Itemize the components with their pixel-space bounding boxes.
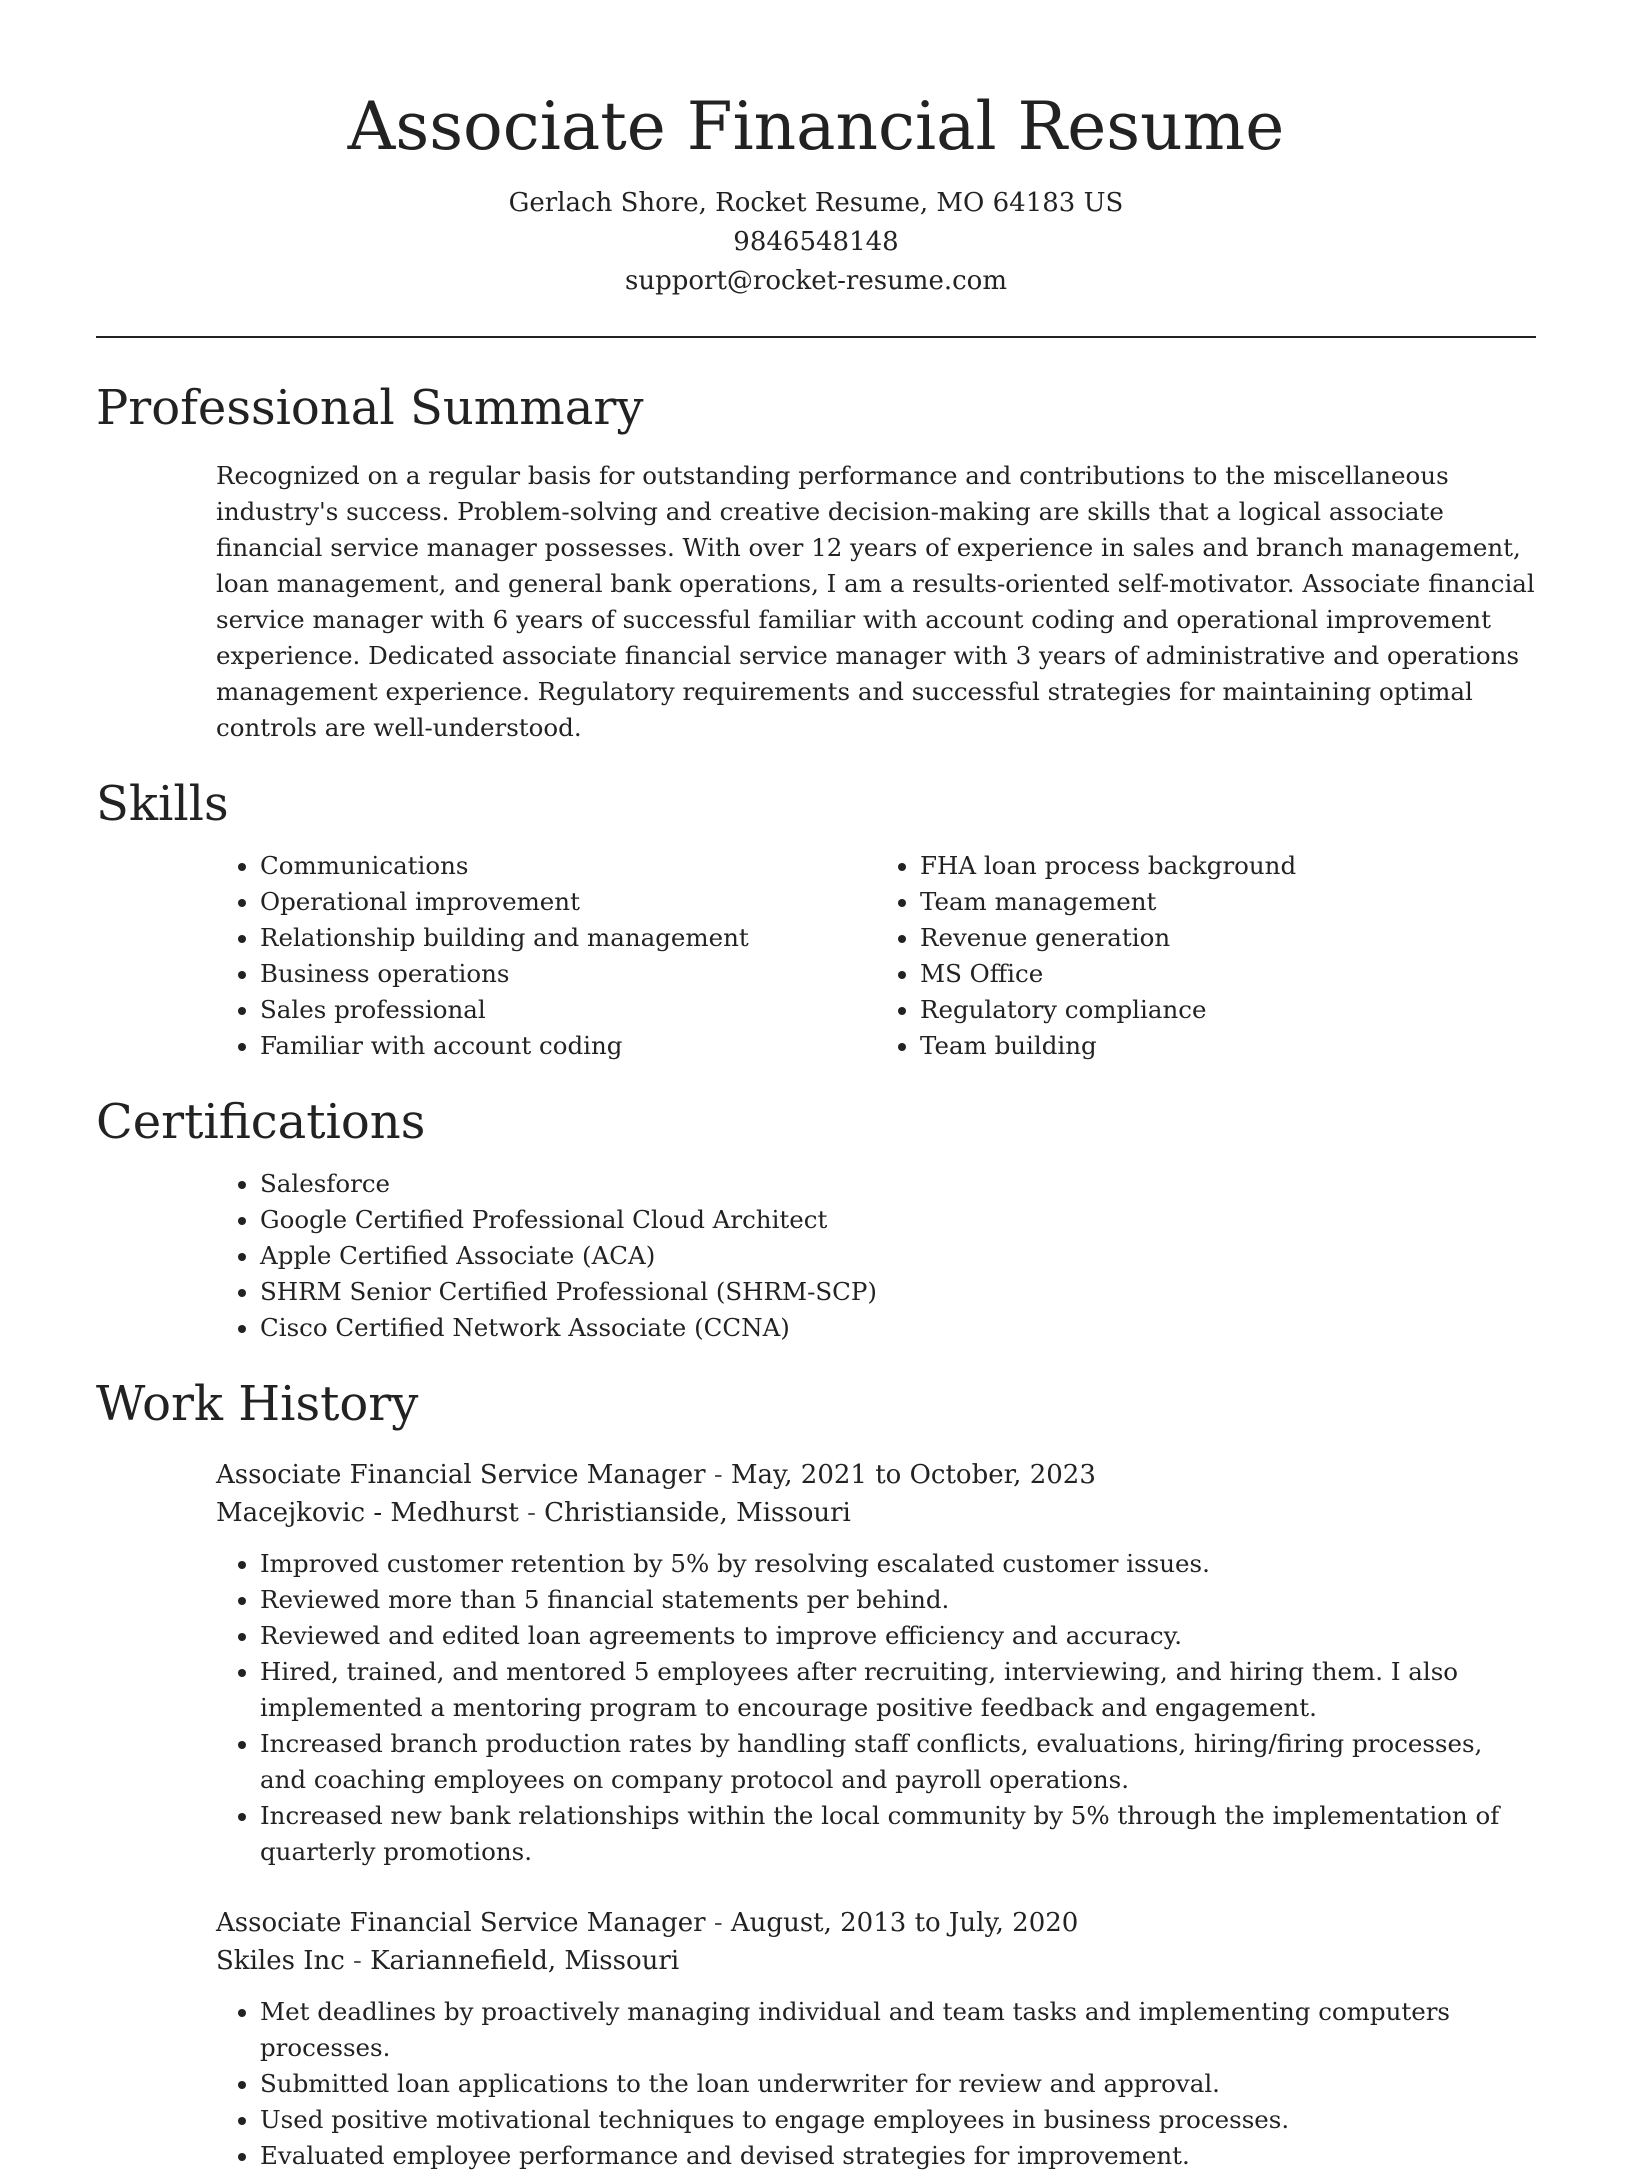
job-company: Macejkovic - Medhurst bbox=[216, 1498, 519, 1528]
job-company: Skiles Inc bbox=[216, 1946, 345, 1976]
skill-item: • Business operations bbox=[260, 956, 876, 992]
contact-address: Gerlach Shore, Rocket Resume, MO 64183 US bbox=[508, 188, 1124, 218]
contact-info bbox=[0, 184, 1632, 301]
job-bullet: • Reviewed more than 5 financial statements per behind. bbox=[260, 1582, 1536, 1618]
certification-item: • Apple Certified Associate (ACA) bbox=[260, 1238, 1536, 1274]
job-bullet: • Increased new bank relationships within the local community by 5% through the implementation of quarterly promotions. bbox=[260, 1798, 1536, 1870]
job-location: Christianside, Missouri bbox=[544, 1498, 851, 1528]
header-divider bbox=[96, 336, 1536, 338]
skills-column-left bbox=[216, 848, 876, 1064]
skill-item: • Team building bbox=[920, 1028, 1536, 1064]
job-entry bbox=[0, 1904, 1632, 2174]
certifications-heading: Certifications bbox=[96, 1094, 426, 1150]
certifications-list bbox=[216, 1166, 1536, 1346]
job-dates: May, 2021 to October, 2023 bbox=[730, 1460, 1096, 1490]
job-company-line: Macejkovic - Medhurst - Christianside, Missouri bbox=[216, 1498, 851, 1528]
job-title-line: Associate Financial Service Manager - August, 2013 to July, 2020 bbox=[216, 1908, 1079, 1938]
job-bullet: • Submitted loan applications to the loan underwriter for review and approval. bbox=[260, 2066, 1536, 2102]
skill-item: • Familiar with account coding bbox=[260, 1028, 876, 1064]
job-company-line: Skiles Inc - Kariannefield, Missouri bbox=[216, 1946, 680, 1976]
summary-text: Recognized on a regular basis for outstanding performance and contributions to the miscellaneous industry's success. Problem-solving and creative decision-making are skills that a logical associate financial service manager possesses. With over 12 years of experience in sales and branch management, loan management, and general bank operations, I am a results-oriented self-motivator. Associate financial service manager with 6 years of successful familiar with account coding and operational improvement experience. Dedicated associate financial service manager with 3 years of administrative and operations management experience. Regulatory requirements and successful strategies for maintaining optimal controls are well-understood. bbox=[216, 461, 1535, 742]
certification-item: • SHRM Senior Certified Professional (SHRM-SCP) bbox=[260, 1274, 1536, 1310]
summary-heading: Professional Summary bbox=[96, 380, 644, 436]
skill-item: • Revenue generation bbox=[920, 920, 1536, 956]
job-bullet: • Met deadlines by proactively managing individual and team tasks and implementing computers processes. bbox=[260, 1994, 1536, 2066]
skill-item: • Regulatory compliance bbox=[920, 992, 1536, 1028]
job-bullet: • Used positive motivational techniques to engage employees in business processes. bbox=[260, 2102, 1536, 2138]
skill-item: • Sales professional bbox=[260, 992, 876, 1028]
skills-list bbox=[216, 848, 1536, 1064]
skill-item: • Relationship building and management bbox=[260, 920, 876, 956]
resume-title: Associate Financial Resume bbox=[347, 88, 1285, 165]
certification-item: • Salesforce bbox=[260, 1166, 1536, 1202]
skill-item: • MS Office bbox=[920, 956, 1536, 992]
job-bullets bbox=[216, 1546, 1536, 1870]
skills-heading: Skills bbox=[96, 776, 229, 832]
job-title: Associate Financial Service Manager bbox=[216, 1908, 706, 1938]
job-bullet: • Hired, trained, and mentored 5 employees after recruiting, interviewing, and hiring them. I also implemented a mentoring program to encourage positive feedback and engagement. bbox=[260, 1654, 1536, 1726]
job-title: Associate Financial Service Manager bbox=[216, 1460, 706, 1490]
skill-item: • FHA loan process background bbox=[920, 848, 1536, 884]
skills-column-right bbox=[876, 848, 1536, 1064]
certification-item: • Google Certified Professional Cloud Architect bbox=[260, 1202, 1536, 1238]
job-bullet: • Increased branch production rates by handling staff conflicts, evaluations, hiring/firing processes, and coaching employees on company protocol and payroll operations. bbox=[260, 1726, 1536, 1798]
job-bullet: • Evaluated employee performance and devised strategies for improvement. bbox=[260, 2138, 1536, 2174]
job-bullet: • Reviewed and edited loan agreements to improve efficiency and accuracy. bbox=[260, 1618, 1536, 1654]
contact-phone: 9846548148 bbox=[733, 227, 899, 257]
certification-item: • Cisco Certified Network Associate (CCNA) bbox=[260, 1310, 1536, 1346]
work-history-heading: Work History bbox=[96, 1376, 419, 1432]
job-bullet: • Improved customer retention by 5% by resolving escalated customer issues. bbox=[260, 1546, 1536, 1582]
job-location: Kariannefield, Missouri bbox=[370, 1946, 680, 1976]
skill-item: • Team management bbox=[920, 884, 1536, 920]
contact-email: support@rocket-resume.com bbox=[624, 266, 1007, 296]
job-title-line: Associate Financial Service Manager - May, 2021 to October, 2023 bbox=[216, 1460, 1096, 1490]
skill-item: • Operational improvement bbox=[260, 884, 876, 920]
job-bullets bbox=[216, 1994, 1536, 2174]
skill-item: • Communications bbox=[260, 848, 876, 884]
job-dates: August, 2013 to July, 2020 bbox=[730, 1908, 1079, 1938]
job-entry bbox=[0, 1456, 1632, 1870]
